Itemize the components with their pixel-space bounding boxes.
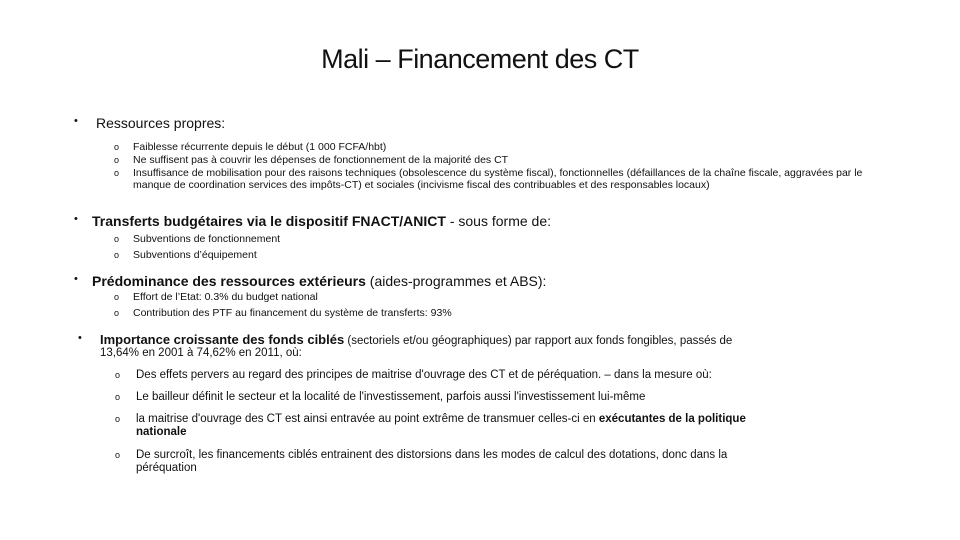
section-label: Prédominance des ressources extérieurs (92, 273, 366, 289)
list-item-text-line1: De surcroît, les financements ciblés entrainent des distorsions dans les modes de calcul des dotations, donc dans la (136, 449, 728, 461)
section-text (92, 273, 546, 289)
section-suffix: (sectoriels et/ou géographiques) par rapport aux fonds fongibles, passés de (344, 335, 733, 347)
section-suffix: - sous forme de: (445, 213, 551, 229)
sub-bullet-icon: o (115, 370, 121, 380)
list-item-text-bold: exécutantes de la politique (598, 413, 746, 425)
sub-bullet-icon: o (114, 250, 120, 260)
sub-bullet-icon: o (115, 414, 121, 424)
sub-bullet-icon: o (114, 292, 120, 302)
list-item-text: Effort de l’Etat: 0.3% du budget national (133, 291, 318, 303)
list-item-text-line2: péréquation (136, 462, 197, 474)
sub-bullet-icon: o (114, 308, 120, 318)
list-item-text: Subventions d’équipement (133, 249, 257, 261)
list-item-text: Insuffisance de mobilisation pour des raisons techniques (obsolescence du système fiscal), fonctionnelles (défaillances de la chaîne fiscale, aggravées par le manque de coordination services des impôts-CT) et sociales (incivisme fiscal des contribuables et des responsables locaux) (133, 167, 863, 191)
section-text (100, 332, 732, 347)
list-item-text-regular: la maitrise d'ouvrage des CT est ainsi entravée au point extrême de transmuer celles-ci en (136, 413, 599, 425)
list-item-text: Le bailleur définit le secteur et la localité de l'investissement, parfois aussi l'investissement lui-même (136, 391, 646, 403)
list-item-text: Ne suffisent pas à couvrir les dépenses de fonctionnement de la majorité des CT (133, 154, 509, 166)
section-label: Importance croissante des fonds ciblés (100, 332, 345, 347)
sub-bullet-icon: o (115, 450, 121, 460)
section-label: Transferts budgétaires via le dispositif FNACT/ANICT (92, 213, 446, 229)
sub-bullet-icon: o (114, 234, 120, 244)
section-line2: 13,64% en 2001 à 74,62% en 2011, où: (100, 347, 302, 359)
sub-bullet-icon: o (114, 142, 120, 152)
list-item-text: Des effets pervers au regard des principes de maitrise d'ouvrage des CT et de péréquation. – dans la mesure où: (136, 369, 712, 381)
bullet-icon: • (74, 213, 78, 225)
list-item-text: Faiblesse récurrente depuis le début (1 000 FCFA/hbt) (133, 141, 387, 153)
list-item-text: Contribution des PTF au financement du système de transferts: 93% (133, 307, 452, 319)
list-item-text (136, 449, 727, 475)
section-text (92, 213, 551, 229)
bullet-icon: • (78, 332, 82, 344)
page-title: Mali – Financement des CT (321, 44, 639, 74)
section-label: Ressources propres: (96, 115, 226, 131)
list-item-text: Subventions de fonctionnement (133, 233, 281, 245)
bullet-icon: • (74, 115, 78, 127)
bullet-icon: • (74, 273, 78, 285)
section-suffix: (aides-programmes et ABS): (365, 273, 547, 289)
sub-bullet-icon: o (115, 392, 121, 402)
list-item-text-bold-line2: nationale (136, 426, 187, 438)
sub-bullet-icon: o (114, 168, 120, 178)
list-item-text (136, 413, 746, 439)
sub-bullet-icon: o (114, 155, 120, 165)
